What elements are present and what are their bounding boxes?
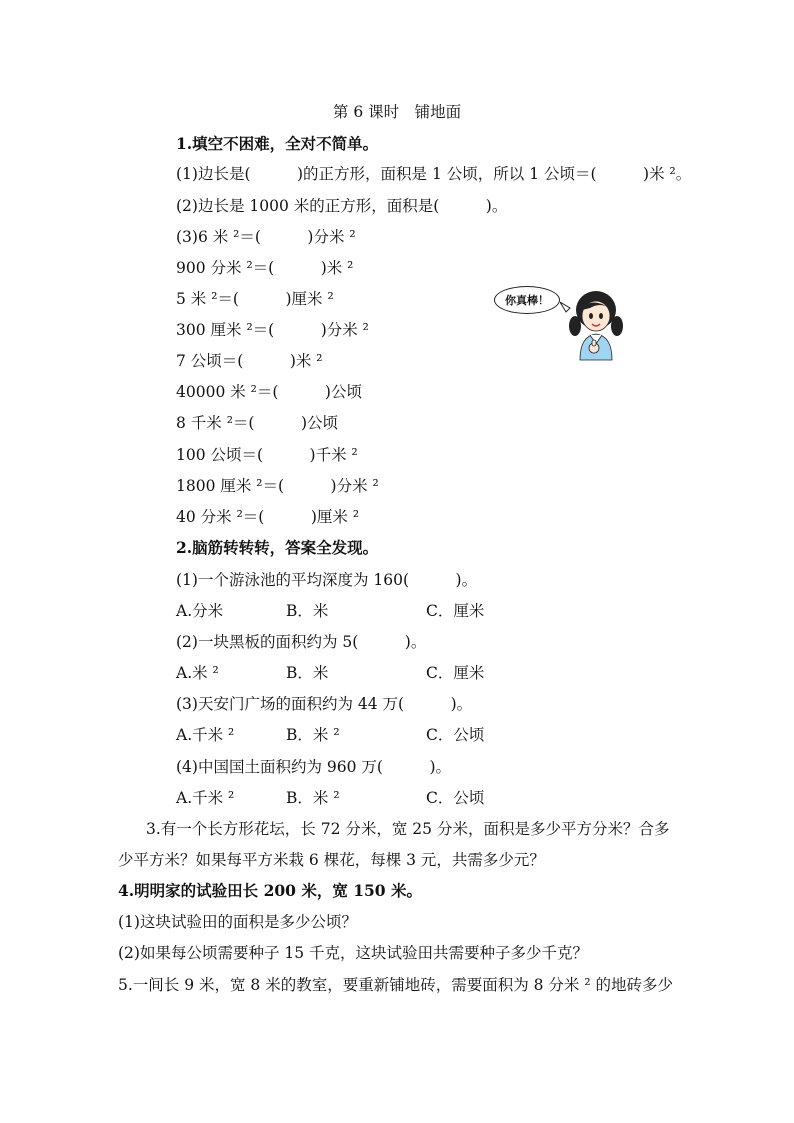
q1-line: 40 分米 ²＝( )厘米 ² <box>176 508 360 526</box>
q2-option-a: A.分米 <box>176 602 224 620</box>
q1-line: 100 公顷＝( )千米 ² <box>176 446 358 464</box>
q2-stem: (1)一个游泳池的平均深度为 160( )。 <box>176 571 478 589</box>
q1-line: (2)边长是 1000 米的正方形，面积是( )。 <box>176 197 508 215</box>
girl-illustration-icon <box>560 288 626 362</box>
q1-line: (1)边长是( )的正方形，面积是 1 公顷，所以 1 公顷＝( )米 ²。 <box>176 165 692 183</box>
q3-line: 少平方米？如果每平方米栽 6 棵花，每棵 3 元，共需多少元？ <box>118 851 545 869</box>
q5-line: 5.一间长 9 米，宽 8 米的教室，要重新铺地砖，需要面积为 8 分米 ² 的地砖多少 <box>118 976 674 994</box>
q1-line: (3)6 米 ²＝( )分米 ² <box>176 228 356 246</box>
q1-line: 900 分米 ²＝( )米 ² <box>176 259 354 277</box>
q4-heading: 4.明明家的试验田长 200 米，宽 150 米。 <box>118 881 422 900</box>
q1-line: 1800 厘米 ²＝( )分米 ² <box>176 477 379 495</box>
q2-option-c: C．公顷 <box>426 726 485 744</box>
q2-stem: (3)天安门广场的面积约为 44 万( )。 <box>176 695 473 713</box>
q4-sub: (1)这块试验田的面积是多少公顷？ <box>118 913 357 931</box>
q2-option-b: B．米 <box>286 664 329 682</box>
q1-line: 7 公顷＝( )米 ² <box>176 352 323 370</box>
q2-option-a: A.千米 ² <box>176 789 235 807</box>
q2-option-c: C．厘米 <box>426 664 485 682</box>
speech-bubble: 你真棒！ <box>494 286 560 314</box>
q2-stem: (2)一块黑板的面积约为 5( )。 <box>176 633 427 651</box>
q1-line: 5 米 ²＝( )厘米 ² <box>176 290 334 308</box>
q2-option-b: B．米 ² <box>286 789 340 807</box>
q1-line: 300 厘米 ²＝( )分米 ² <box>176 321 369 339</box>
q2-option-c: C．厘米 <box>426 602 485 620</box>
q2-option-a: A.米 ² <box>176 664 219 682</box>
q3-line: 3.有一个长方形花坛，长 72 分米，宽 25 分米，面积是多少平方分米？合多 <box>146 820 670 838</box>
q1-line: 40000 米 ²＝( )公顷 <box>176 383 362 401</box>
q2-heading: 2.脑筋转转转，答案全发现。 <box>176 538 379 557</box>
q1-heading: 1.填空不困难，全对不简单。 <box>176 134 379 153</box>
q2-option-b: B．米 <box>286 602 329 620</box>
page-title: 第 6 课时 铺地面 <box>332 103 462 121</box>
q4-sub: (2)如果每公顷需要种子 15 千克，这块试验田共需要种子多少千克？ <box>118 944 589 962</box>
q2-option-b: B．米 ² <box>286 726 340 744</box>
q2-stem: (4)中国国土面积约为 960 万( )。 <box>176 758 451 776</box>
q2-option-a: A.千米 ² <box>176 726 235 744</box>
q2-option-c: C．公顷 <box>426 789 485 807</box>
q1-line: 8 千米 ²＝( )公顷 <box>176 414 339 432</box>
